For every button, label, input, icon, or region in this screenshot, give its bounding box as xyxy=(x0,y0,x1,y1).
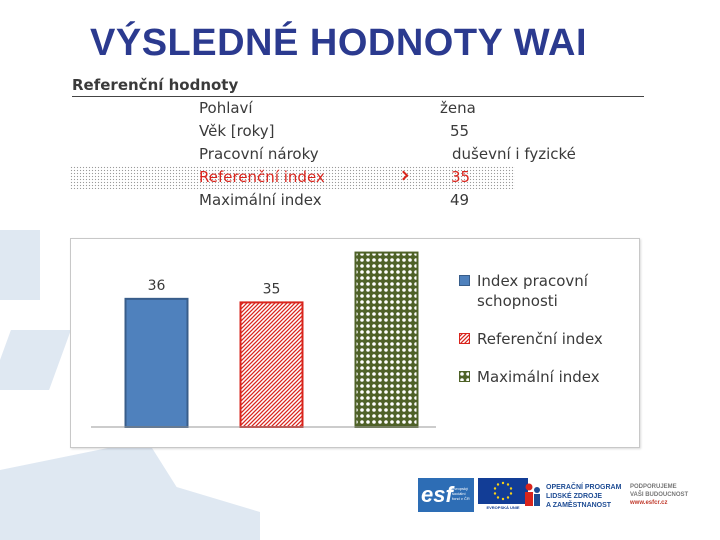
legend-item-max-index xyxy=(459,367,634,387)
legend-label: Maximální index xyxy=(477,368,600,386)
website-link[interactable]: www.esfcr.cz xyxy=(630,500,668,506)
slogan-line-1: PODPORUJEME xyxy=(630,484,677,490)
eu-logo xyxy=(478,478,528,512)
reference-value: 35 xyxy=(451,168,471,186)
reference-row-work-demands xyxy=(72,143,644,166)
bar-1 xyxy=(241,302,303,427)
reference-table-header: Referenční hodnoty xyxy=(72,74,644,97)
chart-legend xyxy=(459,271,634,405)
legend-swatch xyxy=(459,371,470,382)
bar-data-label: 35 xyxy=(262,281,281,298)
reference-label: Pracovní nároky xyxy=(199,145,319,163)
slide-title: VÝSLEDNÉ HODNOTY WAI xyxy=(90,22,588,64)
legend-item-reference-index xyxy=(459,329,634,349)
legend-label: Referenční index xyxy=(477,330,603,348)
reference-value: 49 xyxy=(450,191,470,209)
bar-0 xyxy=(126,299,188,427)
bar-data-label: 36 xyxy=(147,277,166,294)
reference-label: Pohlaví xyxy=(199,99,253,117)
esf-logo xyxy=(418,478,474,512)
reference-row-age xyxy=(72,120,644,143)
legend-label: Index pracovní schopnosti xyxy=(477,272,588,310)
legend-swatch xyxy=(459,275,470,286)
slogan xyxy=(630,483,710,507)
reference-label: Věk [roky] xyxy=(199,122,275,140)
reference-value: duševní i fyzické xyxy=(452,145,576,163)
eu-flag-icon xyxy=(478,478,528,504)
legend-item-work-ability xyxy=(459,271,634,311)
people-icon xyxy=(522,482,542,508)
esf-logo-text: esf xyxy=(421,482,453,507)
reference-row-gender xyxy=(72,97,644,120)
marker-icon xyxy=(399,171,409,181)
op-lzz-logo xyxy=(522,482,628,512)
reference-row-reference-index xyxy=(70,166,515,189)
wai-chart xyxy=(70,238,640,448)
reference-label: Maximální index xyxy=(199,191,322,209)
eu-caption: EVROPSKÁ UNIE xyxy=(486,505,520,510)
reference-row-max-index xyxy=(72,189,644,212)
slogan-line-2: VAŠI BUDOUCNOST xyxy=(630,492,689,498)
legend-swatch xyxy=(459,333,470,344)
bar-2 xyxy=(356,253,418,427)
op-lzz-text: OPERAČNÍ PROGRAM LIDSKÉ ZDROJE A ZAMĚSTNANOST xyxy=(546,484,622,509)
background-shape-left xyxy=(0,230,40,300)
reference-label: Referenční index xyxy=(199,168,325,186)
esf-logo-caption: evropský sociální fond v ČR xyxy=(452,486,470,501)
reference-value: 55 xyxy=(450,122,470,140)
reference-table xyxy=(72,74,644,212)
background-shape-left-2 xyxy=(0,330,71,390)
reference-value: žena xyxy=(440,99,476,117)
